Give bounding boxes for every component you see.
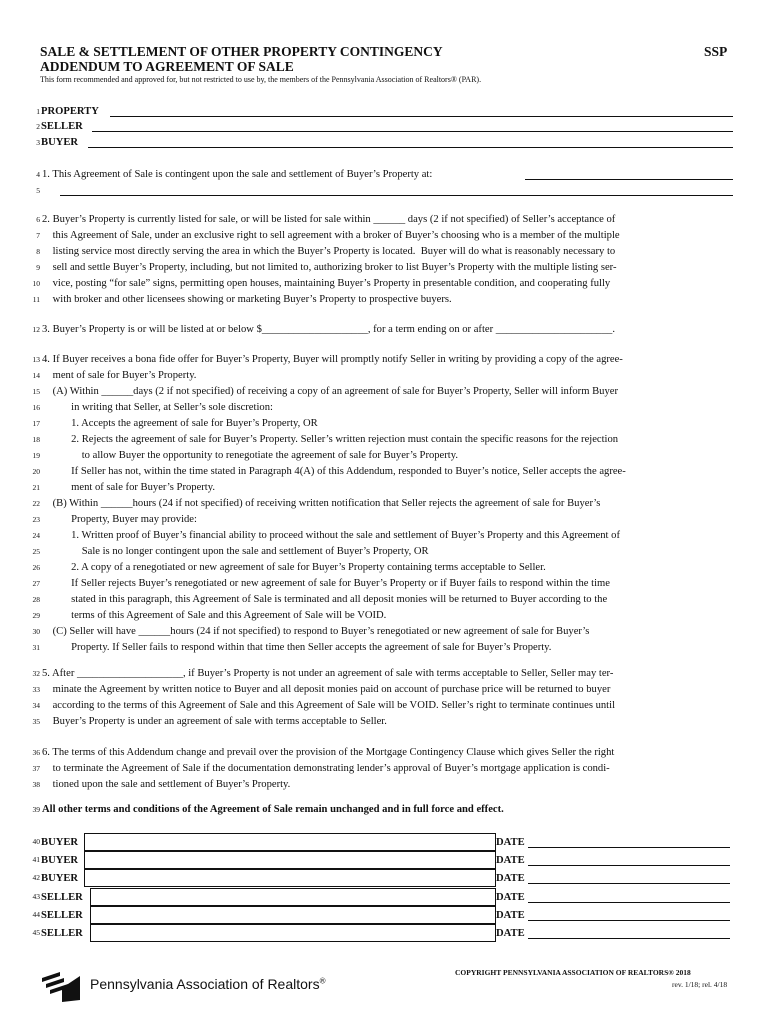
text-line: 3. Buyer’s Property is or will be listed at or below $____________________, for a term ending on or after ______________________. — [42, 324, 615, 335]
text-line: 6. The terms of this Addendum change and prevail over the provision of the Mortgage Contingency Clause which gives Seller the right — [42, 747, 615, 758]
line-number: 25 — [32, 547, 40, 556]
text-line: 1. This Agreement of Sale is contingent upon the sale and settlement of Buyer’s Property at: — [42, 169, 433, 180]
text-line: If Seller rejects Buyer’s renegotiated or new agreement of sale for Buyer’s Property or if Buyer fails to respond within the time — [42, 578, 610, 589]
text-line: 1. Written proof of Buyer’s financial ability to proceed without the sale and settlement of Buyer’s Property and this Agreement of — [42, 530, 620, 541]
par-logo-icon — [40, 970, 82, 1009]
line-number: 38 — [32, 780, 40, 789]
signature-field-seller[interactable] — [90, 888, 496, 906]
text-line: with broker and other licensees showing or marketing Buyer’s Property to prospective buyers. — [42, 294, 452, 305]
copyright: COPYRIGHT PENNSYLVANIA ASSOCIATION OF REALTORS® 2018 — [455, 968, 691, 977]
party-label-seller: SELLER — [41, 121, 83, 132]
party-field-property[interactable] — [110, 116, 733, 117]
text-line: All other terms and conditions of the Agreement of Sale remain unchanged and in full force and effect. — [42, 804, 504, 815]
text-line: If Seller has not, within the time stated in Paragraph 4(A) of this Addendum, responded to Buyer’s notice, Seller accepts the agree- — [42, 466, 626, 477]
text-line: stated in this paragraph, this Agreement of Sale is terminated and all deposit monies will be returned to Buyer according to the — [42, 594, 608, 605]
line-number: 34 — [32, 701, 40, 710]
signer-role-label: BUYER — [41, 837, 79, 848]
signature-field-buyer[interactable] — [84, 869, 496, 887]
property-address-field[interactable] — [60, 195, 733, 196]
party-field-seller[interactable] — [92, 131, 733, 132]
line-number: 35 — [32, 717, 40, 726]
line-number: 29 — [32, 611, 40, 620]
line-number: 24 — [32, 531, 40, 540]
text-line: (A) Within ______days (2 if not specified) of receiving a copy of an agreement of sale for Buyer’s Property, Seller will inform Buyer — [42, 386, 618, 397]
text-line: sell and settle Buyer’s Property, including, but not limited to, authorizing broker to list Buyer’s Property with the multiple listing ser- — [42, 262, 617, 273]
date-label: DATE — [496, 855, 525, 866]
line-number: 6 — [36, 215, 40, 224]
line-number: 11 — [32, 295, 40, 304]
date-field[interactable] — [528, 938, 730, 939]
line-number: 15 — [32, 387, 40, 396]
text-line: to allow Buyer the opportunity to renegotiate the agreement of sale for Buyer’s Property. — [42, 450, 458, 461]
line-number: 7 — [36, 231, 40, 240]
line-number: 44 — [32, 910, 40, 919]
line-number: 9 — [36, 263, 40, 272]
line-number: 26 — [32, 563, 40, 572]
text-line: listing service most directly serving the area in which the Buyer’s Property is located. Buyer will do what is reasonably necessary to — [42, 246, 616, 257]
line-number: 27 — [32, 579, 40, 588]
line-number: 18 — [32, 435, 40, 444]
signer-role-label: SELLER — [41, 892, 83, 903]
text-line: Property, Buyer may provide: — [42, 514, 197, 525]
signature-field-buyer[interactable] — [84, 851, 496, 869]
signer-role-label: BUYER — [41, 855, 79, 866]
text-line: 1. Accepts the agreement of sale for Buyer’s Property, OR — [42, 418, 318, 429]
registered-mark: ® — [319, 976, 326, 986]
line-number: 17 — [32, 419, 40, 428]
signature-field-buyer[interactable] — [84, 833, 496, 851]
revision: rev. 1/18; rel. 4/18 — [672, 980, 728, 989]
text-line: (C) Seller will have ______hours (24 if not specified) to respond to Buyer’s renegotiated or new agreement of sale for Buyer’s — [42, 626, 590, 637]
text-line: 5. After ____________________, if Buyer’s Property is not under an agreement of sale with terms acceptable to Seller, Seller may ter- — [42, 668, 614, 679]
form-title — [40, 44, 443, 74]
form-subtitle: This form recommended and approved for, but not restricted to use by, the members of the Pennsylvania Association of Realtors® (PAR). — [40, 75, 482, 84]
signer-role-label: BUYER — [41, 873, 79, 884]
text-line: 4. If Buyer receives a bona fide offer for Buyer’s Property, Buyer will promptly notify Seller in writing by providing a copy of the agree- — [42, 354, 623, 365]
line-number: 36 — [32, 748, 40, 757]
org-name-text: Pennsylvania Association of Realtors — [90, 976, 320, 992]
party-label-property: PROPERTY — [41, 106, 99, 117]
text-line: Sale is no longer contingent upon the sale and settlement of Buyer’s Property, OR — [42, 546, 429, 557]
line-number: 45 — [32, 928, 40, 937]
date-label: DATE — [496, 928, 525, 939]
text-line: 2. Rejects the agreement of sale for Buyer’s Property. Seller’s written rejection must contain the specific reasons for the rejection — [42, 434, 619, 445]
date-field[interactable] — [528, 883, 730, 884]
line-number: 23 — [32, 515, 40, 524]
line-number: 42 — [32, 873, 40, 882]
line-number: 5 — [36, 186, 40, 195]
line-number: 12 — [32, 325, 40, 334]
date-label: DATE — [496, 873, 525, 884]
line-number: 2 — [36, 122, 40, 131]
line-number: 32 — [32, 669, 40, 678]
line-number: 13 — [32, 355, 40, 364]
line-number: 43 — [32, 892, 40, 901]
text-line: 2. Buyer’s Property is currently listed for sale, or will be listed for sale within ______ days (2 if not specified) of Seller’s acceptance of — [42, 214, 616, 225]
date-label: DATE — [496, 837, 525, 848]
line-number: 10 — [32, 279, 40, 288]
text-line: minate the Agreement by written notice to Buyer and all deposit monies paid on account of purchase price will be returned to buyer — [42, 684, 611, 695]
date-field[interactable] — [528, 865, 730, 866]
line-number: 22 — [32, 499, 40, 508]
org-name — [90, 976, 325, 992]
text-line: ment of sale for Buyer’s Property. — [42, 370, 197, 381]
line-number: 28 — [32, 595, 40, 604]
form-title-line-2: ADDENDUM TO AGREEMENT OF SALE — [40, 59, 294, 74]
line-number: 30 — [32, 627, 40, 636]
date-field[interactable] — [528, 920, 730, 921]
text-line: to terminate the Agreement of Sale if the documentation demonstrating lender’s approval of Buyer’s mortgage application is condi- — [42, 763, 610, 774]
text-line: according to the terms of this Agreement of Sale and this Agreement of Sale will be VOID. Seller’s right to terminate continues until — [42, 700, 616, 711]
line-number: 40 — [32, 837, 40, 846]
line-number: 31 — [32, 643, 40, 652]
date-label: DATE — [496, 892, 525, 903]
line-number: 20 — [32, 467, 40, 476]
form-code: SSP — [704, 44, 728, 59]
text-line: 2. A copy of a renegotiated or new agreement of sale for Buyer’s Property containing terms acceptable to Seller. — [42, 562, 546, 573]
text-line: ment of sale for Buyer’s Property. — [42, 482, 215, 493]
signature-field-seller[interactable] — [90, 924, 496, 942]
date-field[interactable] — [528, 902, 730, 903]
text-line: Buyer’s Property is under an agreement of sale with terms acceptable to Seller. — [42, 716, 387, 727]
date-label: DATE — [496, 910, 525, 921]
line-number: 8 — [36, 247, 40, 256]
form-title-line-1: SALE & SETTLEMENT OF OTHER PROPERTY CONTINGENCY — [40, 44, 443, 59]
line-number: 4 — [36, 170, 40, 179]
line-number: 16 — [32, 403, 40, 412]
text-line: this Agreement of Sale, under an exclusive right to sell agreement with a broker of Buyer’s choosing who is a member of the multiple — [42, 230, 620, 241]
line-number: 37 — [32, 764, 40, 773]
text-line: terms of this Agreement of Sale and this Agreement of Sale will be VOID. — [42, 610, 387, 621]
text-line: vice, posting “for sale” signs, permitting open houses, maintaining Buyer’s Property in presentable condition, and cooperating fully — [42, 278, 611, 289]
signer-role-label: SELLER — [41, 910, 83, 921]
line-number: 39 — [32, 805, 40, 814]
text-line: (B) Within ______hours (24 if not specified) of receiving written notification that Seller rejects the agreement of sale for Buyer’s — [42, 498, 601, 509]
signature-field-seller[interactable] — [90, 906, 496, 924]
line-number: 19 — [32, 451, 40, 460]
signer-role-label: SELLER — [41, 928, 83, 939]
line-number: 41 — [32, 855, 40, 864]
party-label-buyer: BUYER — [41, 137, 79, 148]
line-number: 14 — [32, 371, 40, 380]
property-address-field[interactable] — [525, 179, 733, 180]
text-line: tioned upon the sale and settlement of Buyer’s Property. — [42, 779, 291, 790]
line-number: 33 — [32, 685, 40, 694]
party-field-buyer[interactable] — [88, 147, 733, 148]
line-number: 21 — [32, 483, 40, 492]
line-number: 3 — [36, 138, 40, 147]
text-line: in writing that Seller, at Seller’s sole discretion: — [42, 402, 273, 413]
line-number: 1 — [36, 107, 40, 116]
text-line: Property. If Seller fails to respond within that time then Seller accepts the agreement of sale for Buyer’s Property. — [42, 642, 552, 653]
date-field[interactable] — [528, 847, 730, 848]
